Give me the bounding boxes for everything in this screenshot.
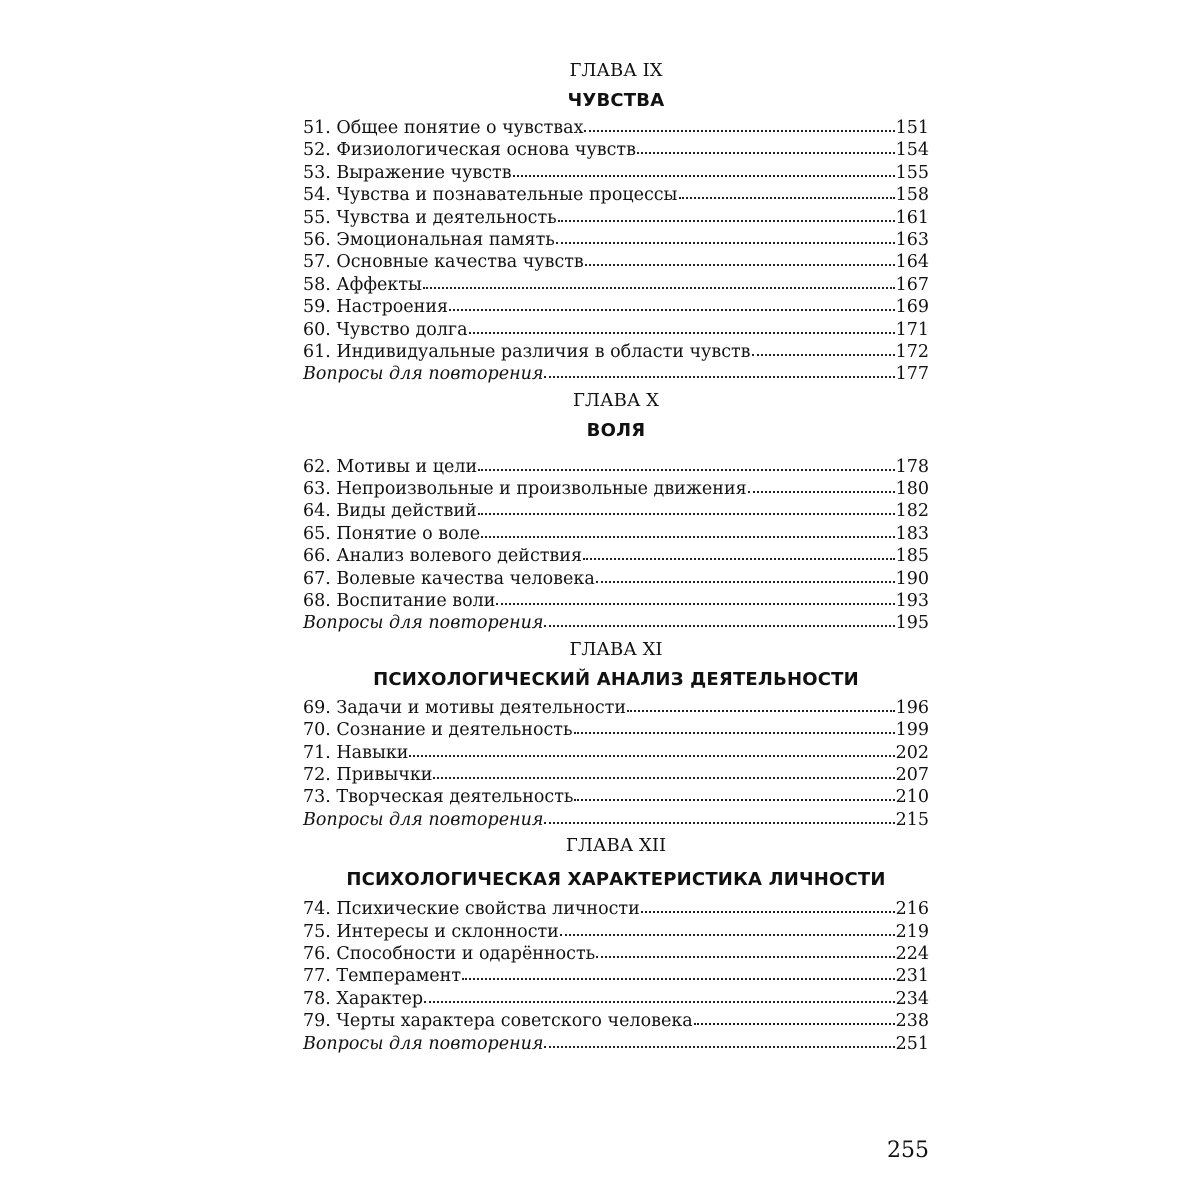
dot-leader (748, 475, 895, 493)
toc-entry (303, 717, 929, 739)
dot-leader (496, 587, 894, 605)
entry-page-number: 158 (895, 185, 929, 206)
dot-leader (596, 565, 895, 583)
entry-title: Вопросы для повторения (303, 809, 544, 830)
chapter-title: ПСИХОЛОГИЧЕСКИЙ АНАЛИЗ ДЕЯТЕЛЬНОСТИ (373, 668, 859, 690)
entry-title: 77. Темперамент (303, 966, 462, 987)
dot-leader (558, 204, 895, 222)
chapter-section (303, 390, 929, 633)
toc-entry (303, 588, 929, 610)
toc-entry (303, 762, 929, 784)
entry-page-number: 231 (895, 966, 929, 987)
toc-entry (303, 498, 929, 520)
entry-title: 70. Сознание и деятельность (303, 720, 573, 741)
dot-leader (409, 739, 894, 757)
entry-list (303, 896, 929, 1053)
dot-leader (596, 940, 894, 958)
dot-leader (679, 181, 895, 199)
page-number: 255 (887, 1138, 929, 1163)
entry-page-number: 161 (895, 207, 929, 228)
review-questions-entry (303, 807, 929, 829)
toc-entry (303, 695, 929, 717)
entry-title: 75. Интересы и склонности (303, 921, 559, 942)
dot-leader (449, 293, 895, 311)
entry-title: 74. Психические свойства личности (303, 899, 640, 920)
chapter-section (303, 639, 929, 829)
dot-leader (544, 360, 894, 378)
entry-page-number: 164 (895, 252, 929, 273)
entry-page-number: 167 (895, 274, 929, 295)
entry-page-number: 216 (895, 899, 929, 920)
entry-title: 69. Задачи и мотивы деятельности (303, 697, 626, 718)
dot-leader (641, 895, 895, 913)
entry-title: 60. Чувство долга (303, 319, 468, 340)
dot-leader (544, 1030, 894, 1048)
entry-page-number: 182 (895, 501, 929, 522)
entry-title: 72. Привычки (303, 764, 433, 785)
toc-entry (303, 137, 929, 159)
entry-title: 66. Анализ волевого действия (303, 546, 582, 567)
entry-title: Вопросы для повторения (303, 364, 544, 385)
toc-entry (303, 454, 929, 476)
chapter-title: ПСИХОЛОГИЧЕСКАЯ ХАРАКТЕРИСТИКА ЛИЧНОСТИ (346, 869, 886, 891)
toc-entry (303, 963, 929, 985)
entry-page-number: 193 (895, 591, 929, 612)
dot-leader (423, 271, 895, 289)
dot-leader (462, 962, 895, 980)
toc-entry (303, 740, 929, 762)
entry-title: 51. Общее понятие о чувствах (303, 118, 584, 138)
entry-page-number: 238 (895, 1011, 929, 1032)
entry-page-number: 215 (895, 809, 929, 830)
chapter-section (303, 60, 929, 384)
entry-page-number: 172 (895, 341, 929, 362)
entry-title: 68. Воспитание воли (303, 591, 496, 612)
toc-entry (303, 476, 929, 498)
toc-entry (303, 115, 929, 137)
entry-page-number: 151 (895, 118, 929, 138)
toc-entry (303, 941, 929, 963)
entry-page-number: 183 (895, 523, 929, 544)
entry-title: 65. Понятие о воле (303, 523, 481, 544)
chapter-title: ЧУВСТВА (567, 90, 665, 111)
toc-entry (303, 249, 929, 271)
dot-leader (584, 114, 894, 132)
dot-leader (752, 338, 895, 356)
toc-entry (303, 294, 929, 316)
entry-title: 63. Непроизвольные и произвольные движения (303, 479, 747, 500)
entry-page-number: 180 (895, 479, 929, 500)
dot-leader (574, 716, 895, 734)
entry-title: 79. Черты характера советского человека (303, 1011, 693, 1032)
dot-leader (627, 694, 895, 712)
entry-title: 56. Эмоциональная память (303, 229, 555, 250)
dot-leader (513, 159, 895, 177)
entry-page-number: 169 (895, 297, 929, 318)
chapter-label: ГЛАВА IX (569, 60, 663, 81)
entry-title: 73. Творческая деятельность (303, 787, 574, 808)
entry-page-number: 171 (895, 319, 929, 340)
entry-title: 76. Способности и одарённость (303, 943, 596, 964)
entry-title: 57. Основные качества чувств (303, 252, 584, 273)
dot-leader (556, 226, 895, 244)
entry-page-number: 185 (895, 546, 929, 567)
entry-page-number: 210 (895, 787, 929, 808)
toc-entry (303, 339, 929, 361)
entry-page-number: 177 (895, 364, 929, 385)
chapter-section (303, 835, 929, 1053)
entry-page-number: 199 (895, 720, 929, 741)
entry-title: 53. Выражение чувств (303, 162, 512, 183)
entry-title: 58. Аффекты (303, 274, 422, 295)
dot-leader (583, 542, 895, 560)
entry-page-number: 154 (895, 140, 929, 161)
toc-entry (303, 566, 929, 588)
dot-leader (433, 761, 894, 779)
dot-leader (544, 806, 894, 824)
toc-entry (303, 182, 929, 204)
dot-leader (424, 985, 894, 1003)
entry-page-number: 224 (895, 943, 929, 964)
entry-list (303, 454, 929, 633)
toc-entry (303, 784, 929, 806)
chapter-label: ГЛАВА X (573, 389, 659, 411)
entry-title: 55. Чувства и деятельность (303, 207, 557, 228)
entry-page-number: 234 (895, 988, 929, 1009)
toc-entry (303, 896, 929, 918)
entry-page-number: 195 (895, 613, 929, 634)
chapter-title: ВОЛЯ (586, 419, 646, 441)
table-of-contents (303, 60, 929, 1059)
entry-title: 54. Чувства и познавательные процессы (303, 185, 678, 206)
entry-list (303, 115, 929, 384)
entry-title: 64. Виды действий (303, 501, 477, 522)
dot-leader (694, 1007, 895, 1025)
chapter-label: ГЛАВА XII (565, 835, 667, 857)
toc-entry (303, 543, 929, 565)
review-questions-entry (303, 610, 929, 632)
dot-leader (481, 520, 894, 538)
chapter-label: ГЛАВА XI (569, 638, 663, 660)
dot-leader (560, 918, 895, 936)
entry-page-number: 219 (895, 921, 929, 942)
entry-page-number: 251 (895, 1033, 929, 1054)
dot-leader (478, 497, 895, 515)
entry-list (303, 695, 929, 829)
entry-page-number: 207 (895, 764, 929, 785)
toc-entry (303, 160, 929, 182)
dot-leader (585, 248, 895, 266)
entry-page-number: 155 (895, 162, 929, 183)
entry-title: 52. Физиологическая основа чувств (303, 140, 636, 161)
dot-leader (637, 136, 895, 154)
toc-entry (303, 205, 929, 227)
toc-entry (303, 227, 929, 249)
toc-entry (303, 919, 929, 941)
entry-page-number: 202 (895, 742, 929, 763)
toc-entry (303, 986, 929, 1008)
toc-entry (303, 272, 929, 294)
entry-title: 71. Навыки (303, 742, 409, 763)
entry-title: Вопросы для повторения (303, 1033, 544, 1054)
review-questions-entry (303, 361, 929, 383)
entry-title: Вопросы для повторения (303, 613, 544, 634)
dot-leader (478, 453, 894, 471)
entry-page-number: 190 (895, 568, 929, 589)
toc-entry (303, 317, 929, 339)
entry-page-number: 163 (895, 229, 929, 250)
entry-page-number: 178 (895, 456, 929, 477)
entry-page-number: 196 (895, 697, 929, 718)
toc-entry (303, 521, 929, 543)
entry-title: 67. Волевые качества человека (303, 568, 595, 589)
dot-leader (469, 316, 895, 334)
entry-title: 62. Мотивы и цели (303, 456, 478, 477)
entry-title: 61. Индивидуальные различия в области чувств (303, 341, 751, 362)
review-questions-entry (303, 1031, 929, 1053)
dot-leader (544, 609, 894, 627)
entry-title: 78. Характер (303, 988, 424, 1009)
entry-title: 59. Настроения (303, 297, 449, 318)
toc-entry (303, 1008, 929, 1030)
dot-leader (574, 783, 894, 801)
